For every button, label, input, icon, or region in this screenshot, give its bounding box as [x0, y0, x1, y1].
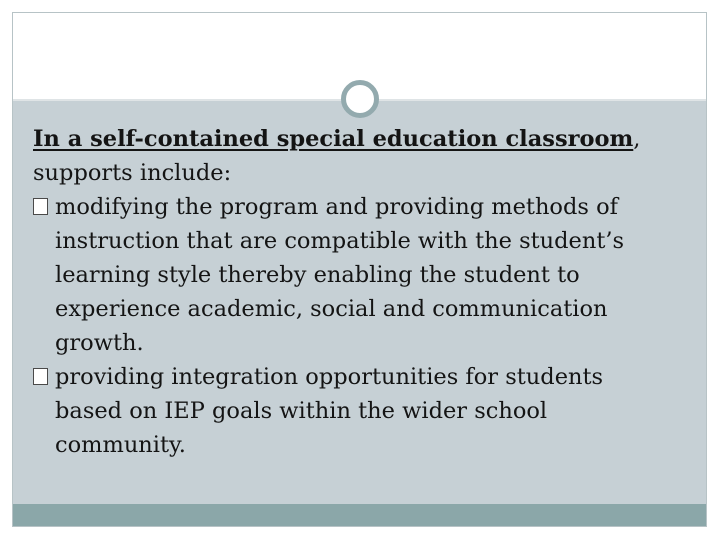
bullet-item [33, 360, 673, 462]
bullet-box-icon [33, 368, 48, 385]
heading-emphasis: In a self-contained special education classroom [33, 126, 634, 152]
bullet-text: providing integration opportunities for students based on IEP goals within the wider school community. [55, 364, 604, 458]
circle-ornament [341, 80, 379, 118]
bullet-item [33, 190, 673, 360]
bullet-text: modifying the program and providing methods of instruction that are compatible with the student’s learning style thereby enabling the student to experience academic, social and communication growth. [55, 194, 625, 356]
bottom-bar [13, 504, 706, 526]
slide-body-text [33, 122, 673, 462]
bullet-box-icon [33, 198, 48, 215]
slide-heading [33, 122, 673, 190]
heading-rest: , supports include: [33, 126, 641, 186]
